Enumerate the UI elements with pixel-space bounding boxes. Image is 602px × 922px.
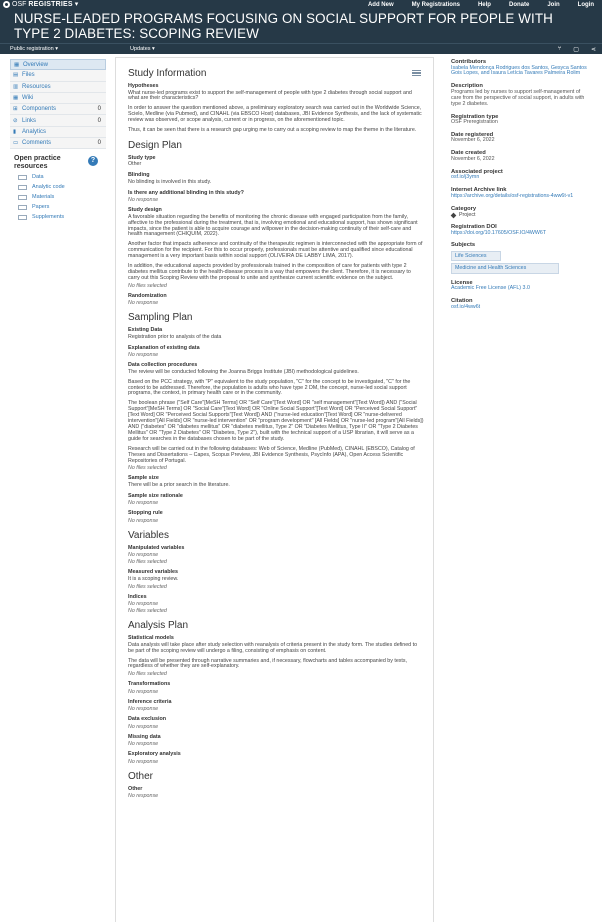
sidebar-item-label: Comments (22, 140, 52, 147)
materials-icon (18, 195, 27, 200)
internet-archive-label: Internet Archive link (451, 187, 507, 194)
no-files-selected-text: No files selected (128, 465, 167, 472)
stopping-rule-label: Stopping rule (128, 510, 163, 517)
data-collection-text: The review will be conducted following the Joanna Briggs Institute (JBI) methodological guidelines. (128, 368, 359, 375)
registration-content (115, 57, 434, 922)
resource-papers[interactable]: Papers (10, 202, 106, 212)
category-label: Category (451, 205, 477, 212)
components-icon: ⊞ (13, 106, 18, 113)
no-response-text: No response (128, 793, 159, 800)
data-collection-text: The boolean phrase ("Self Care"[MeSH Terms] OR "Self Care"[Text Word] OR "self management"[Text Word]) AND ("Social Support"[MeSH Terms] OR "Social Care"[Text Word] OR "Online Social Support"[Text Word] OR "Perceived Social Support"[Text Word] OR "Perceived Social Supports"[Text Word]) AND ("nurse-led education"[Text Word] OR "nurse-delivered intervention"[All Fields] OR "nurse-led intervention" OR "program development" [All Fields] OR "nurse-led program"[All Fields]) AND ("diabetes" OR "diabetes mellitus" OR "diabetes mellitus, Type 2" OR "Diabetes Mellitus, Type II" OR "Type 2 Diabetes Mellitus" OR "Type 2 Diabetes" OR "Diabetes, Type 2"), built with the technical support of a USP librarian, it will serve as a guide for searches in the databases chosen to be part of the study. (128, 400, 424, 442)
date-created-value: November 6, 2022 (451, 155, 495, 162)
data-collection-label: Data collection procedures (128, 362, 198, 369)
sidebar-item-label: Components (22, 106, 57, 113)
other-label: Other (128, 785, 143, 792)
statistical-models-text: Data analysis will take place after study selection with reanalysis of criteria present in the study form. The studies defined to be part of the scoping review will undergo a filing, consisting of emphasis on content. (128, 641, 418, 654)
sidebar-item-analytics[interactable] (10, 127, 106, 138)
chevron-down-icon: ▾ (152, 46, 155, 52)
other-heading: Other (128, 770, 154, 782)
no-files-selected-text: No files selected (128, 282, 167, 289)
hamburger-menu-icon[interactable] (412, 70, 421, 76)
sidebar-item-label: Links (22, 117, 37, 124)
no-files-selected-text: No files selected (128, 671, 167, 678)
sample-size-value: There will be a prior search in the literature. (128, 481, 230, 488)
no-response-text: No response (128, 601, 159, 608)
variables-heading: Variables (128, 529, 169, 541)
resources-icon: ▥ (13, 83, 19, 90)
measured-variables-value: It is a scoping review. (128, 575, 179, 582)
components-count: 0 (97, 106, 101, 113)
sidebar-item-label: Resources (22, 83, 51, 90)
registration-type-value: OSF Preregistration (451, 119, 498, 126)
comments-icon: ▭ (13, 140, 19, 147)
date-registered-label: Date registered (451, 131, 494, 138)
transformations-label: Transformations (128, 681, 171, 688)
registration-type-label: Registration type (451, 113, 499, 120)
no-response-text: No response (128, 300, 159, 307)
page-title: NURSE-LEADED PROGRAMS FOCUSING ON SOCIAL SUPPORT FOR PEOPLE WITH TYPE 2 DIABETES: SCOPING REVIEW (14, 11, 553, 41)
papers-icon (18, 205, 27, 210)
no-response-text: No response (128, 741, 159, 748)
question-icon[interactable]: ? (88, 156, 98, 166)
metadata-panel (451, 57, 591, 311)
osf-registries-brand[interactable] (3, 0, 78, 9)
my-registrations-link[interactable]: My Registrations (411, 1, 460, 8)
internet-archive-link[interactable]: https://archive.org/details/osf-registrations-4ww6t-v1 (451, 192, 574, 199)
sidebar-item-label: Overview (23, 61, 49, 68)
statistical-models-label: Statistical models (128, 635, 174, 642)
sidebar-item-files[interactable] (10, 70, 106, 81)
no-response-text: No response (128, 500, 159, 507)
data-collection-text: Based on the PCC strategy, with "P" equivalent to the study population, "C" for the concept to be investigated, "C" for the context to be addressed. Therefore, the population is adults who have type 2 DM, the concept, nurse-led social support programs, the context, in primary health care or in the community. (128, 378, 411, 397)
registration-doi-link[interactable]: https://doi.org/10.17605/OSF.IO/4WW6T (451, 229, 547, 236)
license-link[interactable]: Academic Free License (AFL) 3.0 (451, 285, 530, 292)
study-design-label: Study design (128, 207, 162, 214)
resource-data[interactable]: Data (10, 172, 106, 182)
donate-link[interactable]: Donate (508, 1, 530, 8)
resource-materials[interactable]: Materials (10, 192, 106, 202)
hypotheses-text: Thus, it can be seen that there is a research gap urging me to carry out a scoping review to map the theme in the literature. (128, 127, 417, 134)
login-link[interactable]: Login (577, 1, 594, 8)
overview-icon: ▦ (14, 61, 20, 68)
blinding-value: No blinding is involved in this study. (128, 178, 212, 185)
existing-data-value: Registration prior to analysis of the data (128, 333, 222, 340)
description-label: Description (451, 83, 483, 90)
title-band (0, 9, 602, 43)
supplements-icon (18, 215, 27, 220)
contributors-list[interactable]: Isabela Mendonça Rodrigues dos Santos, Gesyca Santos Gois Lopes, and Isaura Letícia Tavares Palmeira Rolim (451, 64, 587, 77)
add-new-link[interactable]: Add New (367, 1, 394, 8)
additional-blinding-label: Is there any additional blinding in this study? (128, 189, 244, 196)
subject-tag[interactable]: Life Sciences (451, 251, 501, 262)
analytics-icon: ▮ (13, 128, 17, 135)
exploratory-analysis-label: Exploratory analysis (128, 751, 181, 758)
no-files-selected-text: No files selected (128, 559, 167, 566)
hypotheses-text: What nurse-led programs exist to support the self-management of people with type 2 diabetes through social support and what are their characteristics? (128, 89, 412, 102)
resource-analytic-code[interactable]: Analytic code (10, 182, 106, 192)
sidebar-item-resources[interactable] (10, 82, 106, 93)
top-navbar (0, 0, 602, 9)
sidebar-item-links[interactable] (10, 115, 106, 126)
no-response-text: No response (128, 706, 159, 713)
hypotheses-label: Hypotheses (128, 83, 159, 89)
osf-logo-icon (3, 1, 10, 8)
registration-doi-label: Registration DOI (451, 224, 497, 231)
randomization-label: Randomization (128, 292, 167, 299)
no-files-selected-text: No files selected (128, 608, 167, 615)
design-plan-heading: Design Plan (128, 139, 182, 151)
wiki-icon: ▦ (13, 95, 19, 102)
public-registration-dropdown[interactable]: Public registration ▾ (10, 46, 59, 52)
help-link[interactable]: Help (477, 1, 491, 8)
sampling-plan-heading: Sampling Plan (128, 312, 193, 324)
project-cube-icon (451, 212, 457, 218)
sidebar-item-components[interactable] (10, 104, 106, 115)
description-value: Programs led by nurses to support self-management of care from the perspective of social support, in adults with type 2 diabetes. (451, 88, 585, 107)
no-response-text: No response (128, 197, 159, 204)
citation-link[interactable]: osf.io/4ww6t (451, 303, 481, 310)
brand-prefix: OSF (12, 1, 27, 8)
citation-label: Citation (451, 298, 473, 305)
links-icon: ⊘ (13, 117, 18, 124)
study-type-value: Other (128, 161, 142, 168)
fork-icon[interactable]: ⑂ (557, 45, 562, 52)
chevron-down-icon: ▾ (55, 46, 59, 52)
statistical-models-text: The data will be presented through narrative summaries and, if necessary, flowcharts and tables accompanied by texts, regardless of whether they are self-explanatory. (128, 657, 408, 670)
updates-dropdown[interactable]: Updates ▾ (130, 46, 155, 52)
bookmark-icon[interactable]: ▢ (573, 46, 579, 53)
study-design-text: In addition, the educational aspects provided by professionals trained in the composition of care for patients with type 2 diabetes mellitus contribute to the health-disease process in a way that empowers the client. Therefore, it is necessary to carry out this Scoping Review with the proposal to unite and synthesize current scientific evidence on the subject. (128, 263, 411, 281)
study-design-text: Another factor that impacts adherence and continuity of the therapeutic regimen is interconnected with the appropriate form of communication for the recipient. For this to occur properly, professionals must be attentive and qualified since educational management is a very important basis within social support (OLIVEIRA DE LABBY LIMA, 2017). (128, 241, 423, 260)
subjects-label: Subjects (451, 242, 476, 249)
top-nav-links (368, 2, 602, 8)
join-link[interactable]: Join (547, 1, 560, 8)
explanation-existing-data-label: Explanation of existing data (128, 344, 200, 351)
no-response-text: No response (128, 517, 159, 524)
comments-count: 0 (97, 140, 101, 147)
resource-supplements[interactable]: Supplements (10, 212, 106, 222)
share-icon[interactable]: ⋖ (590, 46, 596, 53)
no-files-selected-text: No files selected (128, 583, 167, 590)
open-practice-title: Open practice resources (14, 155, 61, 170)
sidebar-item-comments[interactable] (10, 138, 106, 149)
chevron-down-icon: ▾ (74, 1, 79, 8)
subject-tag[interactable]: Medicine and Health Sciences (451, 263, 559, 274)
no-response-text: No response (128, 758, 159, 765)
code-icon (18, 185, 27, 190)
manipulated-variables-label: Manipulated variables (128, 544, 185, 551)
data-collection-text: Research will be carried out in the following databases: Web of Science, Medline (PubMed), CINAHL (EBSCO), Catalog of Theses and Dissertations – Capes, Scopus Preview, JBI Evidence Synthesis, PsycInfo (APA), Open Access Scientific Repositories of Portugal. (128, 445, 415, 464)
associated-project-link[interactable]: osf.io/j3ymn (451, 174, 480, 181)
study-design-text: A favorable situation regarding the benefits of monitoring the chronic disease with engaged participation from the family, affective to the professional during the treatment, that is, involving emotional and educational support, has shown significant impacts, since the patient is able to acquire courage and willpower in the decision-making continuity of their self-care and health management (CHIQUIM, 2022). (128, 213, 418, 238)
sample-size-rationale-label: Sample size rationale (128, 492, 183, 499)
contributors-label: Contributors (451, 59, 487, 65)
files-icon: ▤ (13, 72, 19, 79)
missing-data-label: Missing data (128, 733, 161, 740)
measured-variables-label: Measured variables (128, 569, 179, 576)
analysis-plan-heading: Analysis Plan (128, 620, 189, 632)
existing-data-label: Existing Data (128, 327, 163, 334)
no-response-text: No response (128, 688, 159, 695)
category-value: Project (451, 212, 591, 218)
no-response-text: No response (128, 352, 159, 359)
registration-subbar (0, 43, 602, 54)
associated-project-label: Associated project (451, 168, 503, 175)
blinding-label: Blinding (128, 172, 150, 179)
study-information-heading: Study Information (128, 68, 207, 79)
inference-criteria-label: Inference criteria (128, 698, 172, 705)
sidebar-item-label: Files (22, 72, 35, 79)
data-exclusion-label: Data exclusion (128, 716, 167, 723)
sidebar-item-label: Wiki (22, 95, 34, 102)
links-count: 0 (97, 117, 101, 124)
open-practice-header (10, 155, 106, 170)
study-type-label: Study type (128, 154, 156, 161)
date-created-label: Date created (451, 150, 486, 157)
sample-size-label: Sample size (128, 475, 159, 482)
left-sidebar (10, 59, 106, 222)
hypotheses-text: In order to answer the question mentioned above, a preliminary exploratory search was carried out in the Worldwide Science, Scielo, Medline (via Pubmed), and CINAHL (via EBSCO Host) databases, JBI Evidence Synthesis, and the lack of systematic review was observed, or scope analysis, current or in progress, on the aforementioned topic. (128, 105, 422, 124)
brand-name: REGISTRIES (28, 1, 73, 8)
date-registered-value: November 6, 2022 (451, 137, 495, 144)
sidebar-item-label: Analytics (22, 128, 47, 135)
sidebar-item-overview[interactable] (10, 59, 106, 70)
indices-label: Indices (128, 593, 147, 600)
data-icon (18, 175, 27, 180)
license-label: License (451, 279, 473, 286)
no-response-text: No response (128, 723, 159, 730)
sidebar-item-wiki[interactable] (10, 93, 106, 104)
no-response-text: No response (128, 552, 159, 559)
